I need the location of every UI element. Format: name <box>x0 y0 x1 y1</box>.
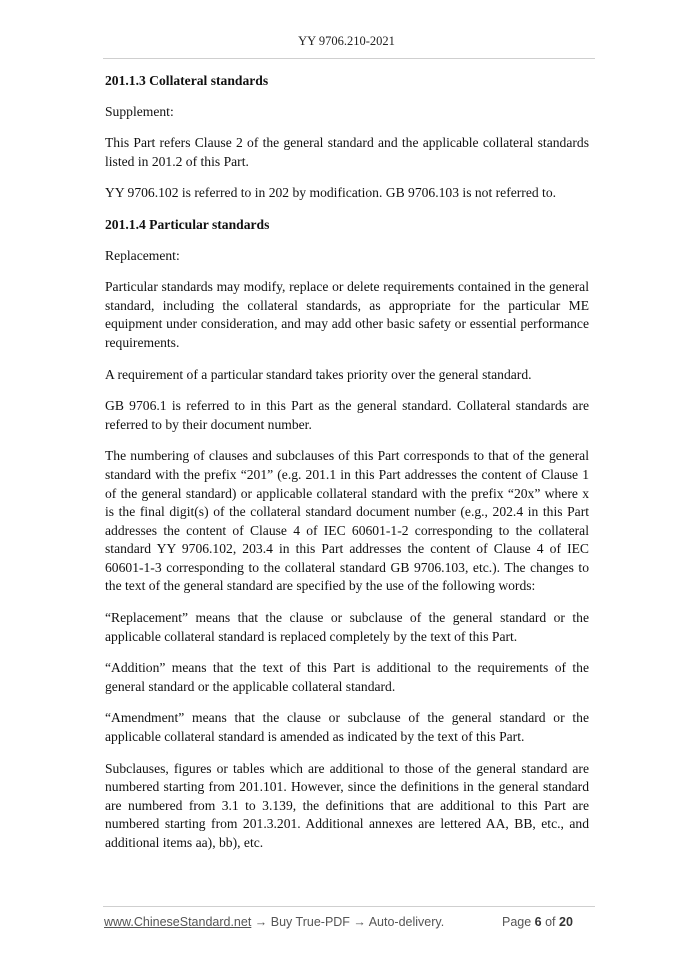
footer-promo <box>104 915 444 929</box>
paragraph: Subclauses, figures or tables which are additional to those of the general standard are numbered starting from 201.101. However, since the definitions in the general standard are numbered from 3.1 to 3.139, the definitions that are additional to this Part are numbered starting from 201.3.201. Additional annexes are lettered AA, BB, etc., and additional items aa), bb), etc. <box>105 760 589 850</box>
paragraph: GB 9706.1 is referred to in this Part as the general standard. Collateral standards are referred to by their document number. <box>105 398 589 432</box>
document-body <box>105 72 589 866</box>
paragraph: “Amendment” means that the clause or subclause of the general standard or the applicable collateral standard is amended as indicated by the text of this Part. <box>105 710 589 745</box>
footer-promo-text: → Buy True-PDF → Auto-delivery. <box>251 915 445 929</box>
paragraph: “Addition” means that the text of this Part is additional to the requirements of the general standard or the applicable collateral standard. <box>105 660 589 694</box>
paragraph: Particular standards may modify, replace or delete requirements contained in the general standard, including the collateral standards, as appropriate for the particular ME equipment under consideration, and may add other basic safety or essential performance requirements. <box>105 279 589 350</box>
total-pages: 20 <box>559 915 573 929</box>
site-link[interactable]: www.ChineseStandard.net <box>104 915 252 929</box>
header-divider <box>103 58 595 59</box>
paragraph: Replacement: <box>105 247 180 263</box>
paragraph: YY 9706.102 is referred to in 202 by modification. GB 9706.103 is not referred to. <box>105 185 557 201</box>
paragraph: Supplement: <box>105 103 174 119</box>
current-page: 6 <box>534 915 542 929</box>
page-number-indicator: Page 6 of 20 <box>502 915 573 929</box>
paragraph: This Part refers Clause 2 of the general standard and the applicable collateral standards listed in 201.2 of this Part. <box>105 135 589 169</box>
paragraph: The numbering of clauses and subclauses of this Part corresponds to that of the general standard with the prefix “201” (e.g. 201.1 in this Part addresses the content of Clause 1 of the general standard) or applicable collateral standard with the prefix “20x” where x is the final digit(s) of the collateral standard document number (e.g., 202.4 in this Part addresses the content of Clause 4 of IEC 60601-1-2 corresponding to the collateral standard YY 9706.102, 203.4 in this Part addresses the content of Clause 4 of IEC 60601-1-3 corresponding to the collateral standard GB 9706.103, etc.). The changes to the text of the general standard are specified by the use of the following words: <box>105 448 589 594</box>
paragraph: A requirement of a particular standard takes priority over the general standard. <box>105 366 532 382</box>
page-header: YY 9706.210-2021 <box>298 34 395 48</box>
section-heading-particular-standards: 201.1.4 Particular standards <box>105 216 270 232</box>
footer-divider <box>103 906 595 907</box>
section-heading-collateral-standards: 201.1.3 Collateral standards <box>105 73 269 88</box>
paragraph: “Replacement” means that the clause or subclause of the general standard or the applicable collateral standard is replaced completely by the text of this Part. <box>105 610 589 644</box>
